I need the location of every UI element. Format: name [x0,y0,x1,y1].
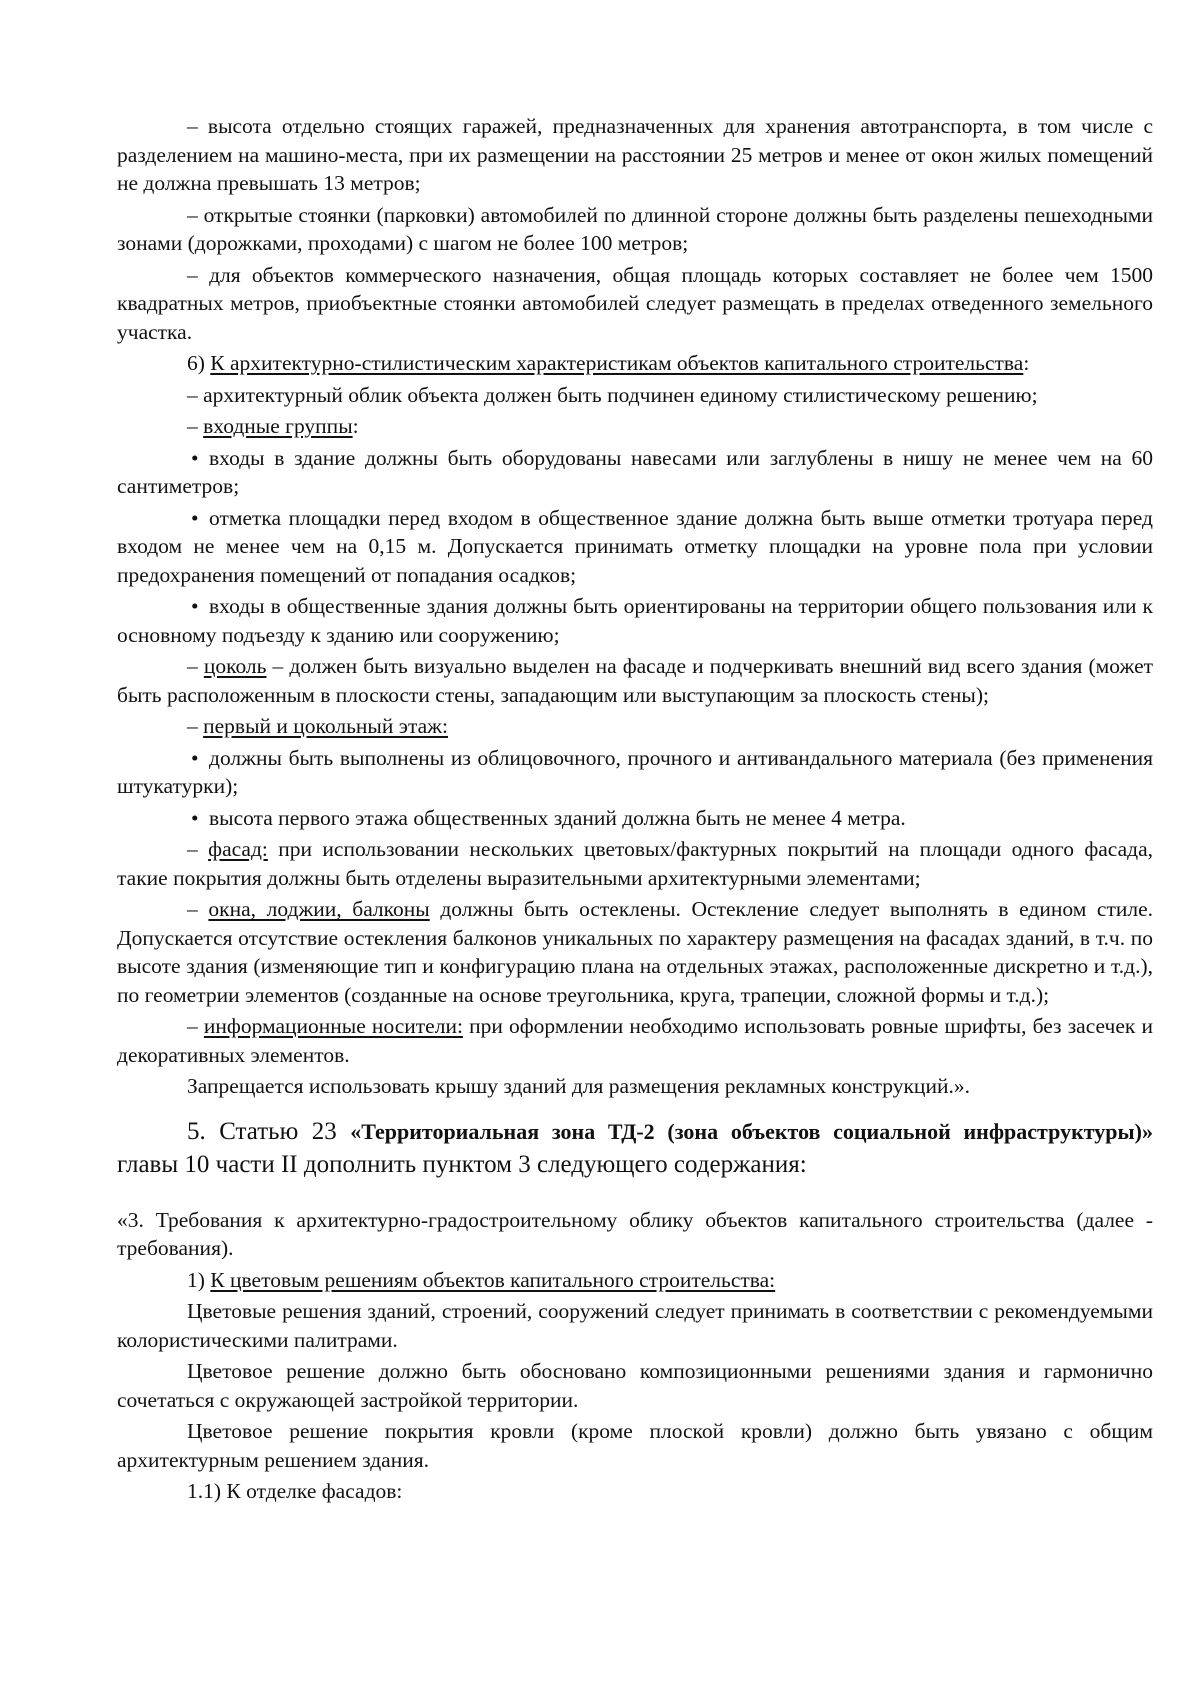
bullet-text: высота первого этажа общественных зданий должна быть не менее 4 метра. [209,805,906,830]
bullet-text: должны быть выполнены из облицовочного, прочного и антивандального материала (без применения штукатурки); [117,745,1153,798]
bullet-item-floor-height [117,804,1153,833]
bullet-icon: • [191,445,199,470]
bullet-icon: • [191,505,199,530]
windows-term: окна, лоджии, балконы [208,897,430,921]
facade-term: фасад: [208,837,268,861]
paragraph-facade [117,835,1153,892]
bullet-icon: • [191,805,199,830]
article-number: 5. Статью 23 [187,1117,351,1145]
section-1-number: 1) [187,1267,211,1292]
article-zone-title: «Территориальная зона ТД-2 (зона объектов социальной инфраструктуры)» [350,1118,1153,1144]
article-5-heading [117,1115,1153,1181]
paragraph-parking-zones: – открытые стоянки (парковки) автомобилей по длинной стороне должны быть разделены пешеходными зонами (дорожками, проходами) с шагом не более 100 метров; [117,202,1153,255]
paragraph-plinth [117,652,1153,709]
windows-text: должны быть остеклены. Остекление следует выполнять в едином стиле. Допускается отсутствие остекления балконов уникальных по характеру размещения на фасадах зданий, в т.ч. по высоте здания (изменяющие тип и конфигурацию плана на отдельных этажах, расположенные дискретно и т.д.), по геометрии элементов (созданные на основе треугольника, круга, трапеции, сложной формы и т.д.); [117,897,1153,1007]
paragraph-information-carriers [117,1012,1153,1069]
section-6-number: 6) [187,351,211,375]
dash: – [187,1014,204,1038]
paragraph-roof-color: Цветовое решение покрытия кровли (кроме плоской кровли) должно быть увязано с общим архитектурным решением здания. [117,1419,1153,1472]
entrance-groups-term: входные группы [203,414,353,438]
plinth-term: цоколь [203,654,267,678]
bullet-text: входы в здание должны быть оборудованы навесами или заглублены в нишу не менее чем на 60 сантиметров; [117,445,1153,498]
paragraph-roof-advertising: Запрещается использовать крышу зданий для размещения рекламных конструкций.». [187,1074,970,1098]
document-page [117,112,1153,1506]
information-carriers-text: при оформлении необходимо использовать ровные шрифты, без засечек и декоративных элементов. [117,1014,1153,1067]
section-1-title: К цветовым решениям объектов капитального строительства: [210,1267,776,1292]
bullet-icon: • [191,745,199,770]
paragraph-windows [117,895,1153,1009]
section-1-heading [117,1266,1153,1295]
paragraph-commercial-parking: – для объектов коммерческого назначения, общая площадь которых составляет не более чем 1500 квадратных метров, приобъектные стоянки автомобилей следует размещать в пределах отведенного земельного участка. [117,262,1153,344]
dash: – [187,414,204,438]
dash: – [187,654,204,678]
section-6-heading [117,349,1153,378]
plinth-text: – должен быть визуально выделен на фасаде и подчеркивать внешний вид всего здания (может быть расположенным в плоскости стены, западающим или выступающим за плоскость стены); [117,654,1154,707]
paragraph-entrance-groups [117,412,1153,441]
section-6-colon: : [1023,351,1030,375]
bullet-item-orientation [117,592,1153,649]
dash: – [187,714,204,738]
bullet-item-materials [117,744,1153,801]
paragraph-garage-height: – высота отдельно стоящих гаражей, предназначенных для хранения автотранспорта, в том числе с разделением на машино-места, при их размещении на расстоянии 25 метров и менее от окон жилых помещений не должна превышать 13 метров; [117,114,1153,195]
bullet-text: отметка площадки перед входом в общественное здание должна быть выше отметки тротуара перед входом не менее чем на 0,15 м. Допускается принимать отметку площадки на уровне пола при условии предохранения помещений от попадания осадков; [117,505,1153,587]
ground-floor-term: первый и цокольный этаж: [203,714,448,738]
bullet-icon: • [191,594,199,618]
facade-text: при использовании нескольких цветовых/фактурных покрытий на площади одного фасада, такие покрытия должны быть отделены выразительными архитектурными элементами; [117,837,1154,890]
bullet-item-platform-level [117,504,1153,590]
article-text: главы 10 части II дополнить пунктом 3 следующего содержания: [117,1150,807,1178]
bullet-text: входы в общественные здания должны быть ориентированы на территории общего пользования или к основному подъезду к зданию или сооружению; [117,594,1153,647]
paragraph-color-composition: Цветовое решение должно быть обосновано композиционными решениями здания и гармонично сочетаться с окружающей застройкой территории. [117,1359,1153,1412]
paragraph-color-palettes: Цветовые решения зданий, строений, сооружений следует принимать в соответствии с рекомендуемыми колористическими палитрами. [117,1299,1153,1352]
paragraph-ground-floor [117,712,1153,741]
information-carriers-term: информационные носители: [203,1014,463,1038]
bullet-item-canopies [117,444,1153,501]
paragraph-requirements-intro: «3. Требования к архитектурно-градостроительному облику объектов капитального строительства (далее - требования). [117,1207,1153,1260]
section-6-title: К архитектурно-стилистическим характеристикам объектов капитального строительства [210,351,1024,375]
dash: – [187,897,209,921]
paragraph-unified-style: – архитектурный облик объекта должен быть подчинен единому стилистическому решению; [187,382,1038,407]
section-1-1-heading: 1.1) К отделке фасадов: [187,1479,403,1503]
colon: : [352,414,359,438]
dash: – [187,837,209,861]
